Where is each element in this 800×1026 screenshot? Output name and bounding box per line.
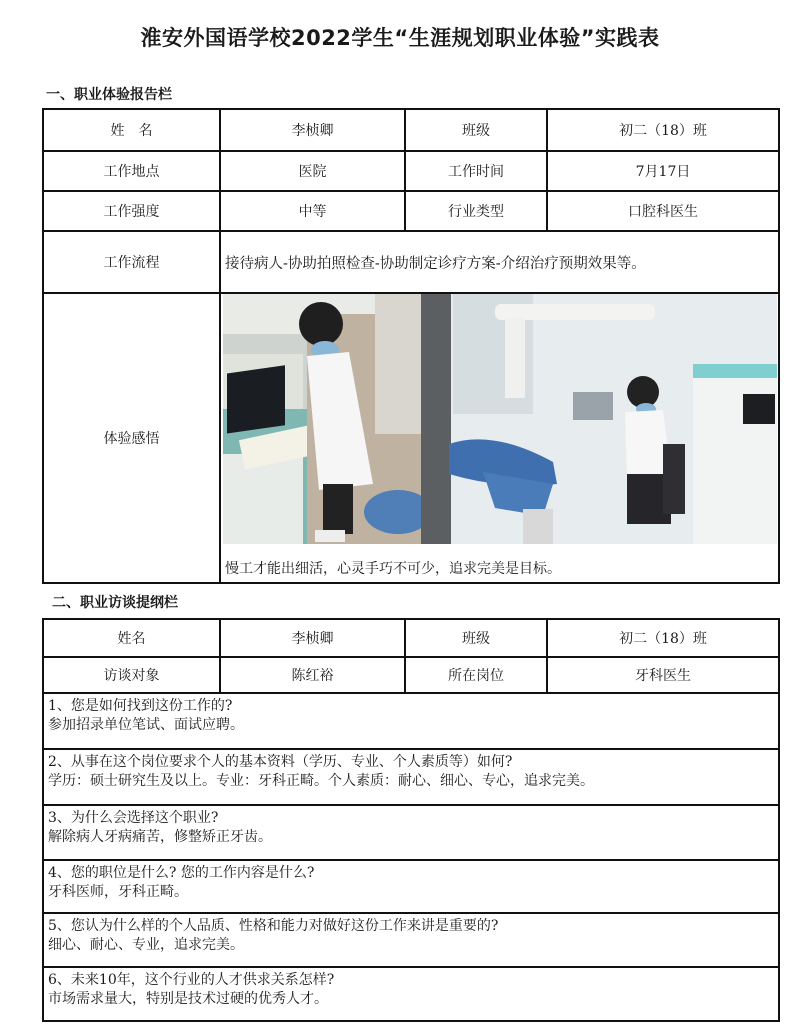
value-industry: 口腔科医生 (547, 191, 779, 231)
qa-item-6 (43, 967, 779, 1021)
report-row-name (43, 109, 779, 151)
report-row-feeling (43, 293, 779, 583)
section-heading-interview: 二、职业访谈提纲栏 (52, 595, 178, 611)
value-location: 医院 (220, 151, 405, 191)
interview-value-name: 李桢卿 (220, 619, 405, 657)
qa-item-3 (43, 805, 779, 860)
qa-row (43, 749, 779, 805)
label-name: 姓 名 (43, 109, 220, 151)
question-1: 1、您是如何找到这份工作的? (48, 698, 233, 714)
qa-item-5 (43, 913, 779, 967)
question-4: 4、您的职位是什么? 您的工作内容是什么? (48, 865, 315, 881)
answer-6: 市场需求量大，特别是技术过硬的优秀人才。 (48, 991, 328, 1007)
interview-value-class: 初二（18）班 (547, 619, 779, 657)
question-5: 5、您认为什么样的个人品质、性格和能力对做好这份工作来讲是重要的? (48, 918, 499, 934)
label-industry: 行业类型 (405, 191, 547, 231)
label-intensity: 工作强度 (43, 191, 220, 231)
qa-row (43, 805, 779, 860)
answer-1: 参加招录单位笔试、面试应聘。 (48, 717, 244, 733)
photo-right (421, 294, 777, 544)
interview-row-name (43, 619, 779, 657)
value-process: 接待病人-协助拍照检查-协助制定诊疗方案-介绍治疗预期效果等。 (220, 231, 779, 293)
report-row-process (43, 231, 779, 293)
value-name: 李桢卿 (220, 109, 405, 151)
answer-4: 牙科医师，牙科正畸。 (48, 884, 188, 900)
feeling-cell (220, 293, 779, 583)
label-location: 工作地点 (43, 151, 220, 191)
label-process: 工作流程 (43, 231, 220, 293)
label-interviewee: 访谈对象 (43, 657, 220, 693)
question-3: 3、为什么会选择这个职业? (48, 810, 219, 826)
feeling-caption: 慢工才能出细活，心灵手巧不可少，追求完美是目标。 (225, 561, 561, 577)
qa-item-2 (43, 749, 779, 805)
page-title: 淮安外国语学校2022学生“生涯规划职业体验”实践表 (140, 26, 660, 50)
value-work-time: 7月17日 (547, 151, 779, 191)
qa-item-1 (43, 693, 779, 749)
qa-row (43, 967, 779, 1021)
interview-label-class: 班级 (405, 619, 547, 657)
qa-item-4 (43, 860, 779, 913)
experience-photos (223, 294, 777, 544)
label-class: 班级 (405, 109, 547, 151)
value-position: 牙科医生 (547, 657, 779, 693)
qa-row (43, 693, 779, 749)
value-intensity: 中等 (220, 191, 405, 231)
label-feeling: 体验感悟 (43, 293, 220, 583)
qa-row (43, 860, 779, 913)
answer-2: 学历：硕士研究生及以上。专业：牙科正畸。个人素质：耐心、细心、专心，追求完美。 (48, 773, 594, 789)
qa-row (43, 913, 779, 967)
report-table (42, 108, 780, 584)
label-position: 所在岗位 (405, 657, 547, 693)
report-row-intensity (43, 191, 779, 231)
value-interviewee: 陈红裕 (220, 657, 405, 693)
interview-label-name: 姓名 (43, 619, 220, 657)
report-row-location (43, 151, 779, 191)
answer-3: 解除病人牙病痛苦，修整矫正牙齿。 (48, 829, 272, 845)
question-6: 6、未来10年，这个行业的人才供求关系怎样? (48, 972, 335, 988)
interview-table (42, 618, 780, 1022)
label-work-time: 工作时间 (405, 151, 547, 191)
photo-left (223, 294, 432, 544)
question-2: 2、从事在这个岗位要求个人的基本资料（学历、专业、个人素质等）如何? (48, 754, 513, 770)
value-class: 初二（18）班 (547, 109, 779, 151)
photo-illustration (223, 294, 777, 544)
interview-row-subject (43, 657, 779, 693)
section-heading-report: 一、职业体验报告栏 (46, 87, 172, 103)
answer-5: 细心、耐心、专业，追求完美。 (48, 937, 244, 953)
